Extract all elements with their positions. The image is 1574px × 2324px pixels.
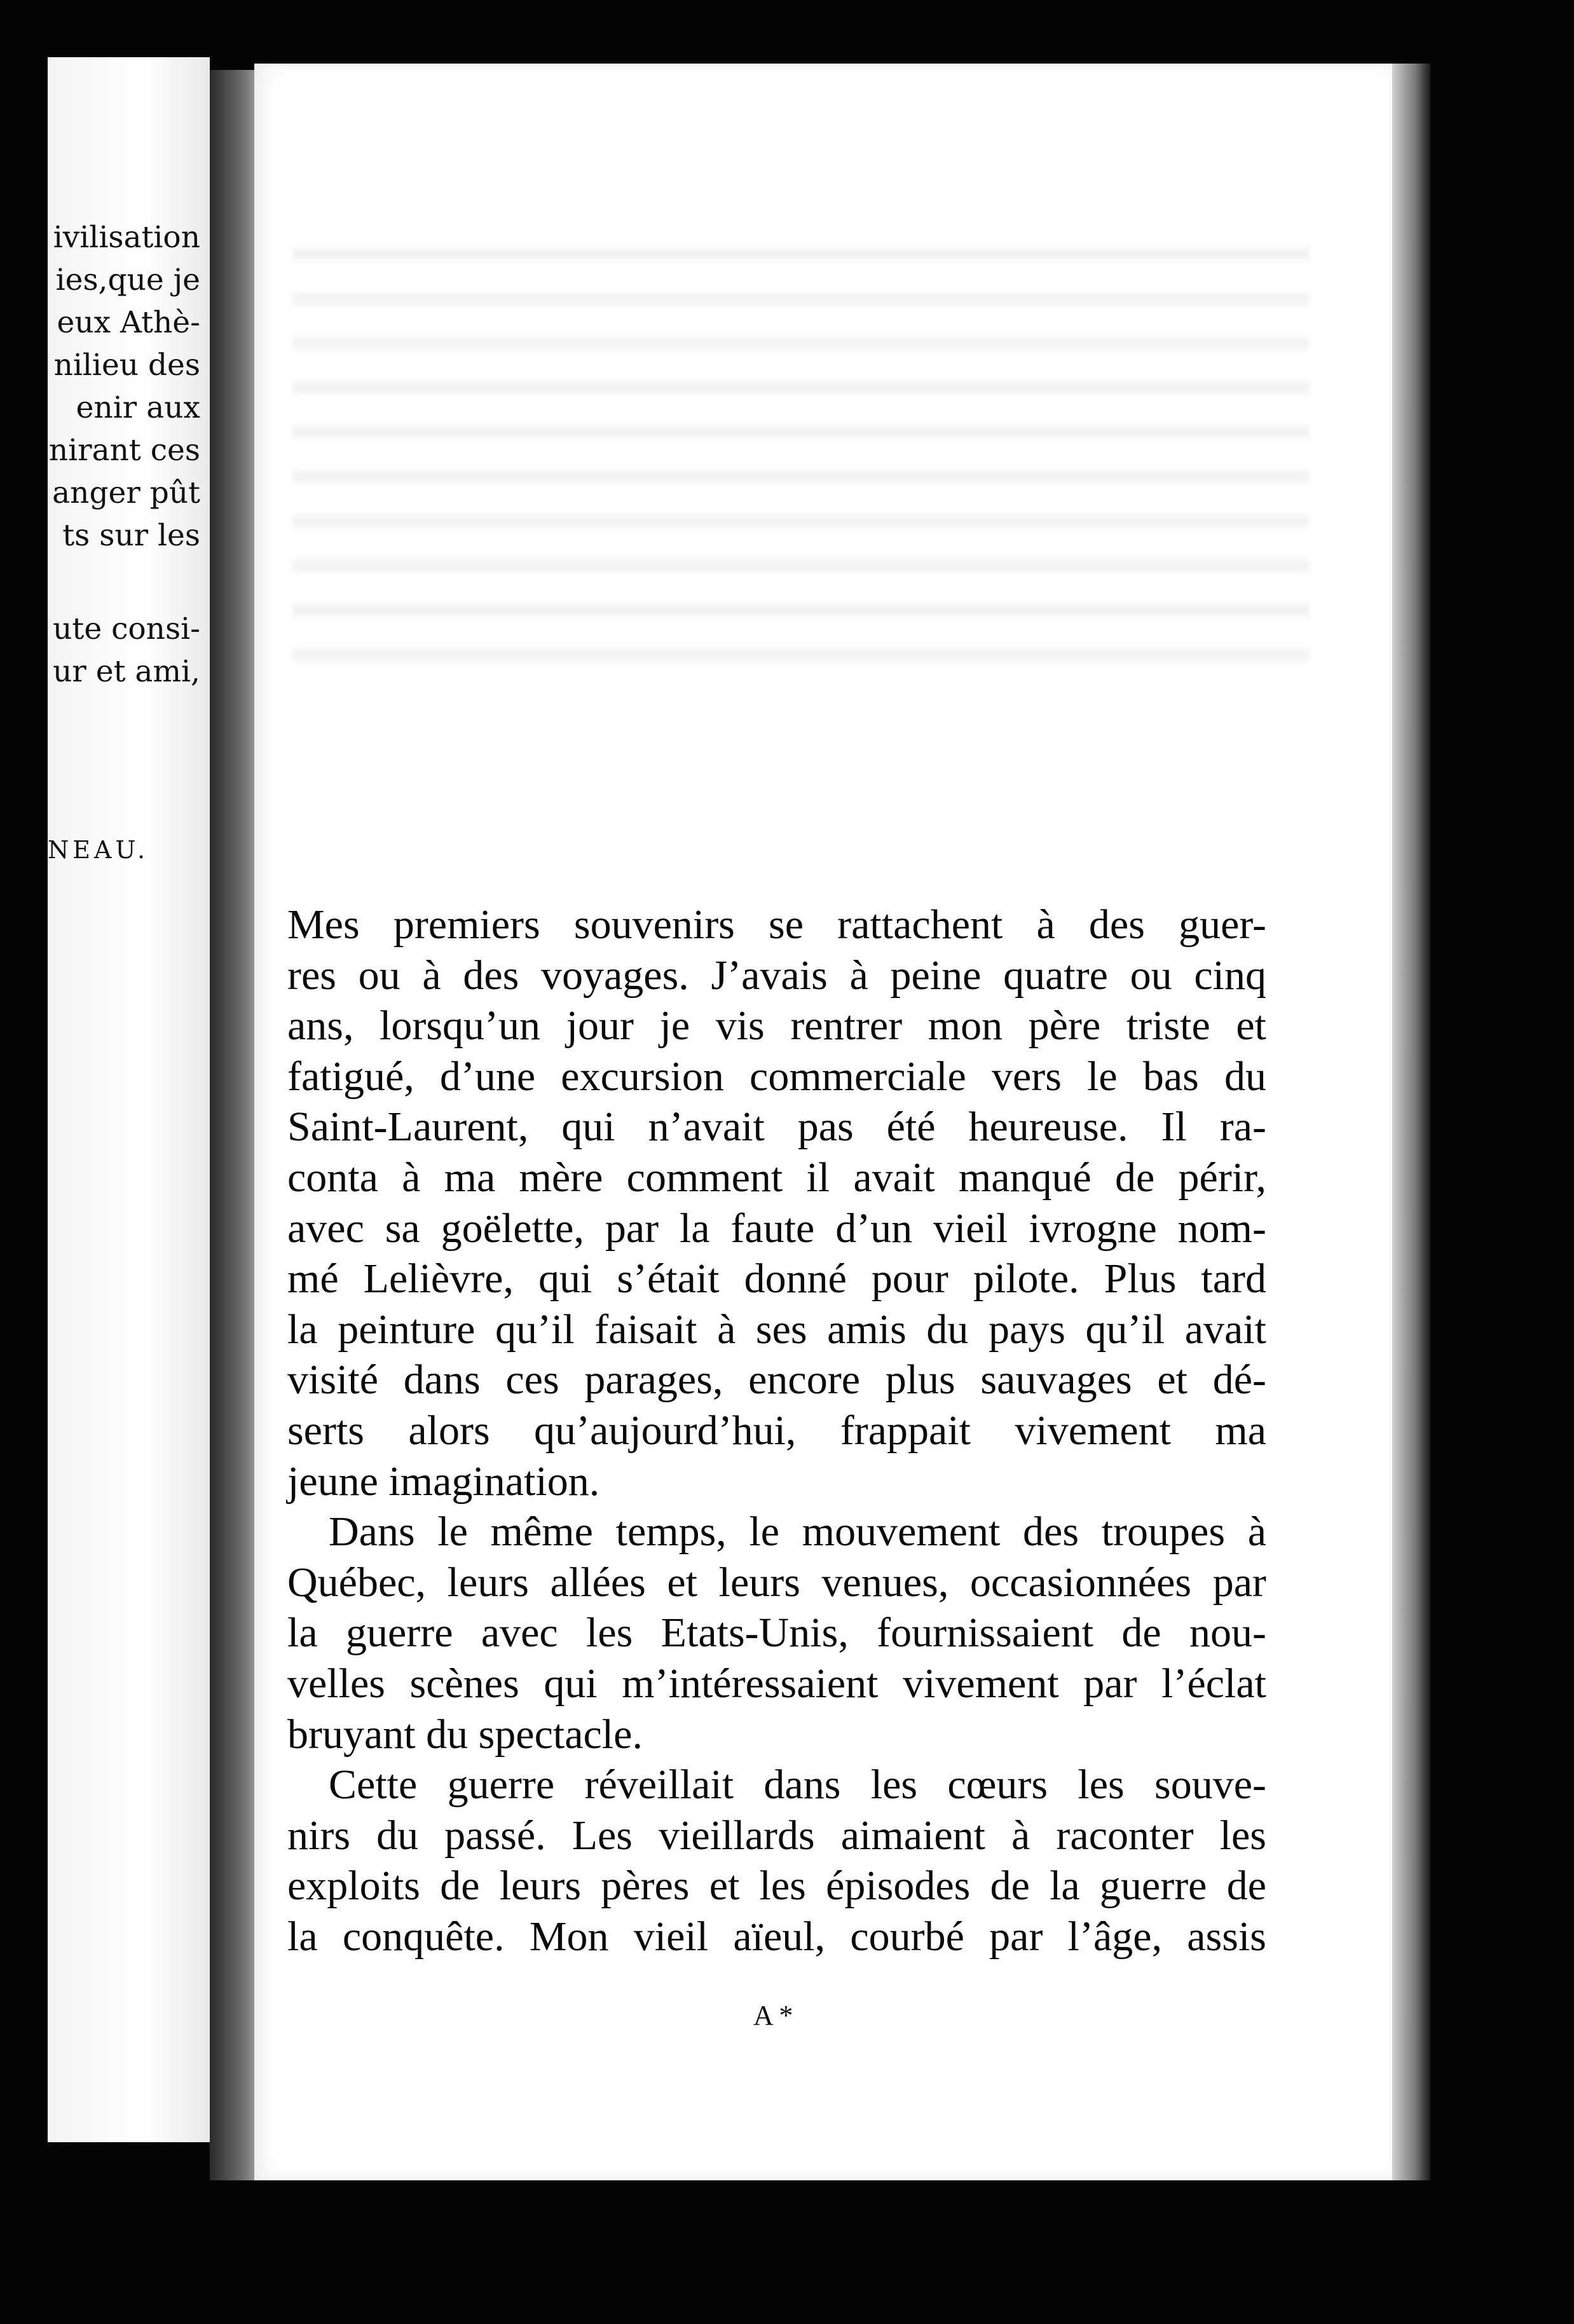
left-closing-line: ur et ami, bbox=[53, 654, 200, 689]
left-line: nirant ces bbox=[48, 433, 200, 468]
paragraph-1-line: Saint-Laurent, qui n’avait pas été heureuse. Il ra- bbox=[287, 1104, 1266, 1151]
paragraph-1-line: res ou à des voyages. J’avais à peine quatre ou cinq bbox=[287, 952, 1266, 999]
paragraph-1-line: fatigué, d’une excursion commerciale vers le bas du bbox=[287, 1053, 1266, 1100]
paragraph-3-line: la conquête. Mon vieil aïeul, courbé par l’âge, assis bbox=[287, 1913, 1266, 1960]
paragraph-2-line: velles scènes qui m’intéressaient vivement par l’éclat bbox=[287, 1660, 1266, 1707]
left-signature: NEAU. bbox=[48, 836, 149, 864]
signature-mark: A * bbox=[753, 2000, 793, 2031]
paragraph-1-line: jeune imagination. bbox=[287, 1458, 600, 1505]
paragraph-1-line: la peinture qu’il faisait à ses amis du pays qu’il avait bbox=[287, 1306, 1266, 1353]
left-line: eux Athè- bbox=[57, 305, 200, 340]
paragraph-1-line: serts alors qu’aujourd’hui, frappait vivement ma bbox=[287, 1407, 1266, 1454]
left-line: ivilisation bbox=[53, 220, 200, 255]
left-line: anger pût bbox=[52, 475, 200, 510]
left-page bbox=[48, 57, 210, 2142]
paragraph-3-line: Cette guerre réveillait dans les cœurs les souve- bbox=[329, 1761, 1266, 1808]
paragraph-1-line: visité dans ces parages, encore plus sauvages et dé- bbox=[287, 1357, 1266, 1404]
left-line: enir aux bbox=[76, 390, 200, 425]
paragraph-1-line: avec sa goëlette, par la faute d’un vieil ivrogne nom- bbox=[287, 1205, 1266, 1252]
left-line: ts sur les bbox=[62, 518, 200, 553]
body-text bbox=[287, 899, 1266, 1962]
paragraph-1-line: ans, lorsqu’un jour je vis rentrer mon père triste et bbox=[287, 1002, 1266, 1049]
left-line: ies,que je bbox=[55, 263, 200, 297]
paragraph-1-line: Mes premiers souvenirs se rattachent à des guer- bbox=[287, 901, 1266, 948]
page-edge bbox=[1392, 64, 1430, 2180]
left-line: nilieu des bbox=[53, 348, 200, 383]
paragraph-2-line: Québec, leurs allées et leurs venues, occasionnées par bbox=[287, 1559, 1266, 1606]
paragraph-2-line: la guerre avec les Etats-Unis, fournissaient de nou- bbox=[287, 1610, 1266, 1657]
paragraph-2-line: Dans le même temps, le mouvement des troupes à bbox=[329, 1508, 1266, 1555]
paragraph-2-line: bruyant du spectacle. bbox=[287, 1711, 643, 1758]
left-page-text bbox=[48, 216, 210, 693]
paragraph-1-line: conta à ma mère comment il avait manqué de périr, bbox=[287, 1154, 1266, 1201]
paragraph-3-line: nirs du passé. Les vieillards aimaient à raconter les bbox=[287, 1812, 1266, 1859]
bleed-through-shadow bbox=[292, 216, 1310, 674]
left-closing-line: ute consi- bbox=[53, 612, 200, 646]
paragraph-1-line: mé Lelièvre, qui s’était donné pour pilote. Plus tard bbox=[287, 1255, 1266, 1302]
paragraph-3-line: exploits de leurs pères et les épisodes de la guerre de bbox=[287, 1863, 1266, 1910]
